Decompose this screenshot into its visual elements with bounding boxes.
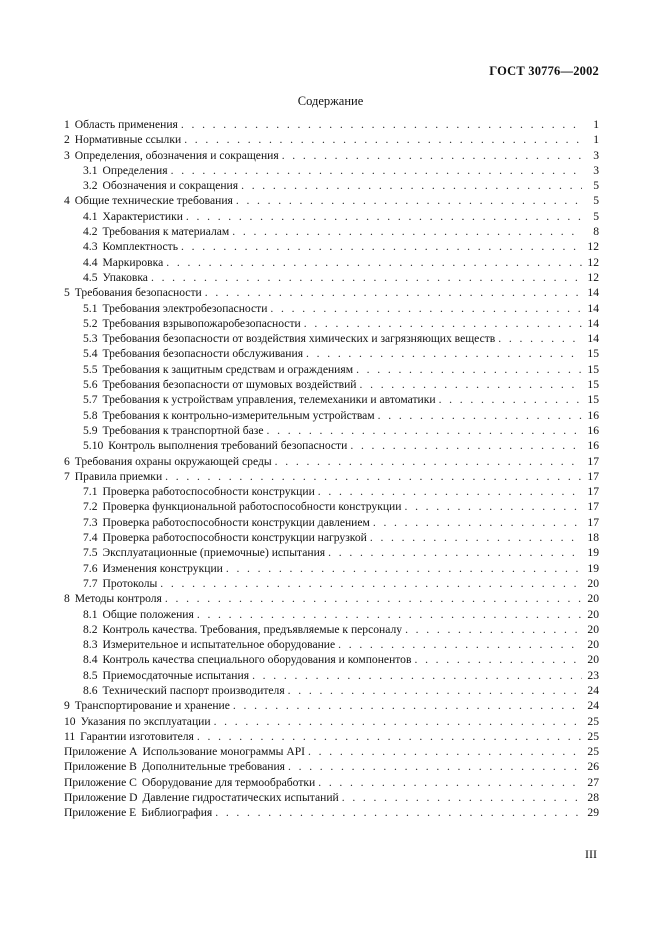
toc-entry-number: 7 xyxy=(64,469,70,483)
toc-entry[interactable] xyxy=(64,607,599,622)
toc-entry-number: Приложение В xyxy=(64,760,137,774)
toc-entry-page: 29 xyxy=(587,806,599,820)
toc-entry-page: 20 xyxy=(587,576,599,590)
toc-entry-number: 3.1 xyxy=(83,163,98,177)
toc-entry-page: 5 xyxy=(593,209,599,223)
toc-entry-title: Требования к транспортной базе xyxy=(102,423,264,437)
toc-entry[interactable] xyxy=(64,316,599,331)
toc-entry-page: 14 xyxy=(587,286,599,300)
toc-entry[interactable] xyxy=(64,438,599,453)
toc-entry[interactable] xyxy=(64,545,599,560)
toc-entry-title: Определения, обозначения и сокращения xyxy=(74,148,279,162)
toc-leader-dots xyxy=(214,714,582,729)
toc-entry-title: Правила приемки xyxy=(74,469,163,483)
toc-entry-page: 1 xyxy=(593,133,599,147)
toc-entry-page: 20 xyxy=(587,607,599,621)
toc-entry-page: 16 xyxy=(587,439,599,453)
toc-leader-dots xyxy=(288,683,582,698)
toc-entry-number: 5 xyxy=(64,286,70,300)
toc-entry-title: Маркировка xyxy=(102,255,164,269)
toc-leader-dots xyxy=(275,454,582,469)
toc-entry-number: 6 xyxy=(64,454,70,468)
toc-entry-page: 1 xyxy=(593,118,599,131)
toc-entry-number: 4.4 xyxy=(83,255,98,269)
toc-entry-title: Проверка функциональной работоспособности конструкции xyxy=(102,500,402,514)
toc-leader-dots xyxy=(205,285,582,300)
toc-entry-page: 20 xyxy=(587,622,599,636)
toc-entry-number: 7.3 xyxy=(83,515,98,529)
toc-entry[interactable] xyxy=(64,805,599,820)
toc-entry-number: 7.5 xyxy=(83,546,98,560)
toc-entry-page: 5 xyxy=(593,194,599,208)
toc-entry-number: 8.5 xyxy=(83,668,98,682)
toc-entry[interactable] xyxy=(64,622,599,637)
toc-entry[interactable] xyxy=(64,714,599,729)
toc-entry-title: Контроль качества. Требования, предъявляемые к персоналу xyxy=(102,622,403,636)
toc-entry-page: 17 xyxy=(587,500,599,514)
toc-entry-title: Требования к контрольно-измерительным устройствам xyxy=(102,408,375,422)
toc-leader-dots xyxy=(288,759,582,774)
toc-entry-page: 24 xyxy=(587,699,599,713)
toc-entry-page: 17 xyxy=(587,485,599,499)
toc-leader-dots xyxy=(226,561,582,576)
toc-entry-title: Приемосдаточные испытания xyxy=(102,668,250,682)
toc-entry-page: 15 xyxy=(587,378,599,392)
toc-entry[interactable] xyxy=(64,499,599,514)
toc-entry[interactable] xyxy=(64,239,599,254)
toc-entry-title: Требования электробезопасности xyxy=(102,301,268,315)
toc-entry-number: 8.3 xyxy=(83,638,98,652)
toc-entry-page: 8 xyxy=(593,225,599,239)
toc-entry-number: 4.1 xyxy=(83,209,98,223)
toc-entry-page: 25 xyxy=(587,714,599,728)
toc-entry-page: 19 xyxy=(587,561,599,575)
toc-entry-title: Дополнительные требования xyxy=(141,760,285,774)
toc-entry-number: Приложение С xyxy=(64,775,137,789)
toc-entry[interactable] xyxy=(64,408,599,423)
toc-leader-dots xyxy=(282,148,582,163)
toc-entry-number: Приложение D xyxy=(64,791,138,805)
toc-leader-dots xyxy=(160,576,582,591)
toc-entry-number: 5.10 xyxy=(83,439,104,453)
toc-entry-title: Требования к защитным средствам и ограждениям xyxy=(102,362,354,376)
toc-leader-dots xyxy=(342,790,582,805)
toc-leader-dots xyxy=(181,117,582,132)
toc-entry-number: 5.6 xyxy=(83,378,98,392)
toc-leader-dots xyxy=(308,744,582,759)
toc-entry-title: Контроль качества специального оборудования и компонентов xyxy=(102,653,412,667)
toc-leader-dots xyxy=(350,438,582,453)
toc-entry-number: 4 xyxy=(64,194,70,208)
toc-leader-dots xyxy=(306,346,582,361)
toc-entry-number: 7.7 xyxy=(83,576,98,590)
toc-entry-number: 2 xyxy=(64,133,70,147)
toc-leader-dots xyxy=(270,301,582,316)
toc-entry-number: 3.2 xyxy=(83,179,98,193)
toc-entry-number: 3 xyxy=(64,148,70,162)
toc-entry-number: 7.2 xyxy=(83,500,98,514)
toc-entry-title: Проверка работоспособности конструкции xyxy=(102,485,315,499)
table-of-contents xyxy=(64,117,599,821)
toc-entry[interactable] xyxy=(64,591,599,606)
toc-entry-title: Технический паспорт производителя xyxy=(102,683,285,697)
toc-entry-page: 5 xyxy=(593,179,599,193)
toc-entry[interactable] xyxy=(64,744,599,759)
toc-entry-number: Приложение А xyxy=(64,745,138,759)
toc-entry-title: Библиография xyxy=(141,806,213,820)
toc-entry[interactable] xyxy=(64,515,599,530)
toc-entry-page: 15 xyxy=(587,393,599,407)
toc-entry-number: 10 xyxy=(64,714,76,728)
toc-entry[interactable] xyxy=(64,301,599,316)
toc-entry-number: 9 xyxy=(64,699,70,713)
toc-entry-page: 20 xyxy=(587,638,599,652)
toc-entry-number: 11 xyxy=(64,729,76,743)
toc-entry[interactable] xyxy=(64,698,599,713)
toc-entry-title: Область применения xyxy=(74,118,178,131)
toc-entry[interactable] xyxy=(64,454,599,469)
document-code: ГОСТ 30776—2002 xyxy=(489,64,599,78)
toc-entry-page: 25 xyxy=(587,745,599,759)
toc-entry[interactable] xyxy=(64,530,599,545)
toc-entry-title: Требования безопасности обслуживания xyxy=(102,347,304,361)
toc-entry-page: 20 xyxy=(587,592,599,606)
toc-entry-title: Контроль выполнения требований безопасности xyxy=(108,439,348,453)
toc-entry-title: Характеристики xyxy=(102,209,183,223)
toc-entry-title: Транспортирование и хранение xyxy=(74,699,230,713)
toc-entry-number: 8.2 xyxy=(83,622,98,636)
toc-entry[interactable] xyxy=(64,163,599,178)
toc-leader-dots xyxy=(236,193,582,208)
toc-entry-page: 12 xyxy=(587,270,599,284)
toc-entry[interactable] xyxy=(64,484,599,499)
toc-entry-number: 8.1 xyxy=(83,607,98,621)
toc-entry-title: Измерительное и испытательное оборудование xyxy=(102,638,336,652)
toc-leader-dots xyxy=(360,377,582,392)
toc-entry-title: Оборудование для термообработки xyxy=(141,775,316,789)
toc-entry-number: 7.1 xyxy=(83,485,98,499)
toc-entry-page: 16 xyxy=(587,423,599,437)
toc-leader-dots xyxy=(184,132,582,147)
page-number: III xyxy=(585,847,597,861)
toc-entry[interactable] xyxy=(64,270,599,285)
toc-entry[interactable] xyxy=(64,729,599,744)
toc-entry-title: Общие положения xyxy=(102,607,194,621)
toc-entry-number: 7.4 xyxy=(83,531,98,545)
toc-entry-number: 5.9 xyxy=(83,423,98,437)
toc-entry-number: 4.2 xyxy=(83,225,98,239)
toc-entry-title: Требования к материалам xyxy=(102,225,230,239)
toc-entry[interactable] xyxy=(64,362,599,377)
toc-leader-dots xyxy=(304,316,582,331)
toc-entry-title: Требования безопасности xyxy=(74,286,202,300)
toc-leader-dots xyxy=(378,408,582,423)
toc-entry-number: 8.6 xyxy=(83,683,98,697)
toc-leader-dots xyxy=(439,392,582,407)
toc-entry-title: Комплектность xyxy=(102,240,179,254)
toc-entry-page: 12 xyxy=(587,240,599,254)
toc-entry[interactable] xyxy=(64,668,599,683)
toc-entry-title: Проверка работоспособности конструкции нагрузкой xyxy=(102,531,367,545)
toc-leader-dots xyxy=(373,515,582,530)
toc-entry-page: 25 xyxy=(587,729,599,743)
toc-leader-dots xyxy=(405,622,582,637)
toc-entry-number: 5.5 xyxy=(83,362,98,376)
toc-entry[interactable] xyxy=(64,790,599,805)
toc-leader-dots xyxy=(414,652,582,667)
toc-leader-dots xyxy=(186,209,582,224)
toc-entry[interactable] xyxy=(64,148,599,163)
toc-entry[interactable] xyxy=(64,561,599,576)
toc-leader-dots xyxy=(498,331,582,346)
toc-entry[interactable] xyxy=(64,285,599,300)
toc-leader-dots xyxy=(318,484,582,499)
toc-entry-number: 4.5 xyxy=(83,270,98,284)
toc-entry-title: Использование монограммы API xyxy=(142,745,306,759)
toc-entry[interactable] xyxy=(64,775,599,790)
toc-entry[interactable] xyxy=(64,178,599,193)
toc-entry-number: 8 xyxy=(64,592,70,606)
toc-entry-number: 1 xyxy=(64,118,70,131)
toc-entry-page: 14 xyxy=(587,316,599,330)
toc-entry-title: Упаковка xyxy=(102,270,148,284)
toc-entry-page: 17 xyxy=(587,515,599,529)
toc-entry[interactable] xyxy=(64,423,599,438)
toc-entry-title: Изменения конструкции xyxy=(102,561,223,575)
toc-entry-title: Эксплуатационные (приемочные) испытания xyxy=(102,546,326,560)
toc-leader-dots xyxy=(404,499,582,514)
toc-entry-page: 20 xyxy=(587,653,599,667)
toc-leader-dots xyxy=(215,805,582,820)
toc-entry[interactable] xyxy=(64,193,599,208)
toc-entry-title: Требования охраны окружающей среды xyxy=(74,454,272,468)
toc-entry[interactable] xyxy=(64,377,599,392)
toc-entry-number: Приложение Е xyxy=(64,806,137,820)
toc-leader-dots xyxy=(171,163,582,178)
toc-leader-dots xyxy=(165,469,582,484)
toc-entry-page: 23 xyxy=(587,668,599,682)
toc-entry-page: 28 xyxy=(587,791,599,805)
toc-entry[interactable] xyxy=(64,346,599,361)
toc-entry-title: Требования к устройствам управления, телемеханики и автоматики xyxy=(102,393,436,407)
toc-entry-page: 3 xyxy=(593,148,599,162)
toc-entry-number: 5.7 xyxy=(83,393,98,407)
toc-entry[interactable] xyxy=(64,117,599,132)
toc-leader-dots xyxy=(267,423,582,438)
toc-entry-number: 4.3 xyxy=(83,240,98,254)
toc-leader-dots xyxy=(197,607,582,622)
toc-entry-page: 27 xyxy=(587,775,599,789)
toc-entry-number: 7.6 xyxy=(83,561,98,575)
toc-entry-title: Нормативные ссылки xyxy=(74,133,182,147)
toc-entry-page: 24 xyxy=(587,683,599,697)
toc-entry[interactable] xyxy=(64,209,599,224)
toc-entry-page: 18 xyxy=(587,531,599,545)
toc-leader-dots xyxy=(232,224,582,239)
toc-entry-title: Гарантии изготовителя xyxy=(80,729,194,743)
toc-entry-page: 16 xyxy=(587,408,599,422)
toc-entry-title: Методы контроля xyxy=(74,592,162,606)
toc-entry-title: Давление гидростатических испытаний xyxy=(142,791,339,805)
toc-entry-number: 5.8 xyxy=(83,408,98,422)
toc-entry-title: Проверка работоспособности конструкции давлением xyxy=(102,515,370,529)
toc-entry-page: 17 xyxy=(587,469,599,483)
toc-entry-page: 15 xyxy=(587,347,599,361)
toc-entry[interactable] xyxy=(64,637,599,652)
toc-entry-title: Обозначения и сокращения xyxy=(102,179,239,193)
toc-entry-number: 5.2 xyxy=(83,316,98,330)
page-title: Содержание xyxy=(297,94,364,108)
toc-entry[interactable] xyxy=(64,652,599,667)
toc-entry[interactable] xyxy=(64,224,599,239)
toc-entry[interactable] xyxy=(64,132,599,147)
toc-leader-dots xyxy=(328,545,582,560)
toc-entry-page: 14 xyxy=(587,332,599,346)
toc-entry-title: Требования безопасности от воздействия химических и загрязняющих веществ xyxy=(102,332,496,346)
toc-entry-page: 17 xyxy=(587,454,599,468)
toc-entry-number: 5.1 xyxy=(83,301,98,315)
toc-leader-dots xyxy=(338,637,582,652)
toc-entry-title: Протоколы xyxy=(102,576,158,590)
toc-entry-title: Требования взрывопожаробезопасности xyxy=(102,316,301,330)
toc-leader-dots xyxy=(181,239,582,254)
toc-entry-page: 3 xyxy=(593,163,599,177)
toc-entry[interactable] xyxy=(64,255,599,270)
toc-entry-title: Указания по эксплуатации xyxy=(80,714,211,728)
toc-entry-number: 5.4 xyxy=(83,347,98,361)
toc-leader-dots xyxy=(233,698,582,713)
toc-leader-dots xyxy=(241,178,582,193)
toc-entry-page: 19 xyxy=(587,546,599,560)
toc-entry[interactable] xyxy=(64,576,599,591)
toc-entry-page: 12 xyxy=(587,255,599,269)
toc-entry-number: 5.3 xyxy=(83,332,98,346)
toc-entry-number: 8.4 xyxy=(83,653,98,667)
toc-entry-page: 26 xyxy=(587,760,599,774)
toc-entry[interactable] xyxy=(64,759,599,774)
toc-entry-page: 14 xyxy=(587,301,599,315)
toc-entry-page: 15 xyxy=(587,362,599,376)
toc-leader-dots xyxy=(165,591,582,606)
toc-entry-title: Общие технические требования xyxy=(74,194,233,208)
toc-entry[interactable] xyxy=(64,392,599,407)
toc-leader-dots xyxy=(151,270,582,285)
toc-leader-dots xyxy=(370,530,582,545)
toc-leader-dots xyxy=(318,775,582,790)
toc-leader-dots xyxy=(166,255,582,270)
toc-leader-dots xyxy=(356,362,582,377)
toc-leader-dots xyxy=(252,668,582,683)
toc-entry[interactable] xyxy=(64,469,599,484)
toc-entry-title: Требования безопасности от шумовых воздействий xyxy=(102,378,357,392)
toc-entry[interactable] xyxy=(64,683,599,698)
toc-leader-dots xyxy=(197,729,582,744)
toc-entry[interactable] xyxy=(64,331,599,346)
toc-entry-title: Определения xyxy=(102,163,168,177)
